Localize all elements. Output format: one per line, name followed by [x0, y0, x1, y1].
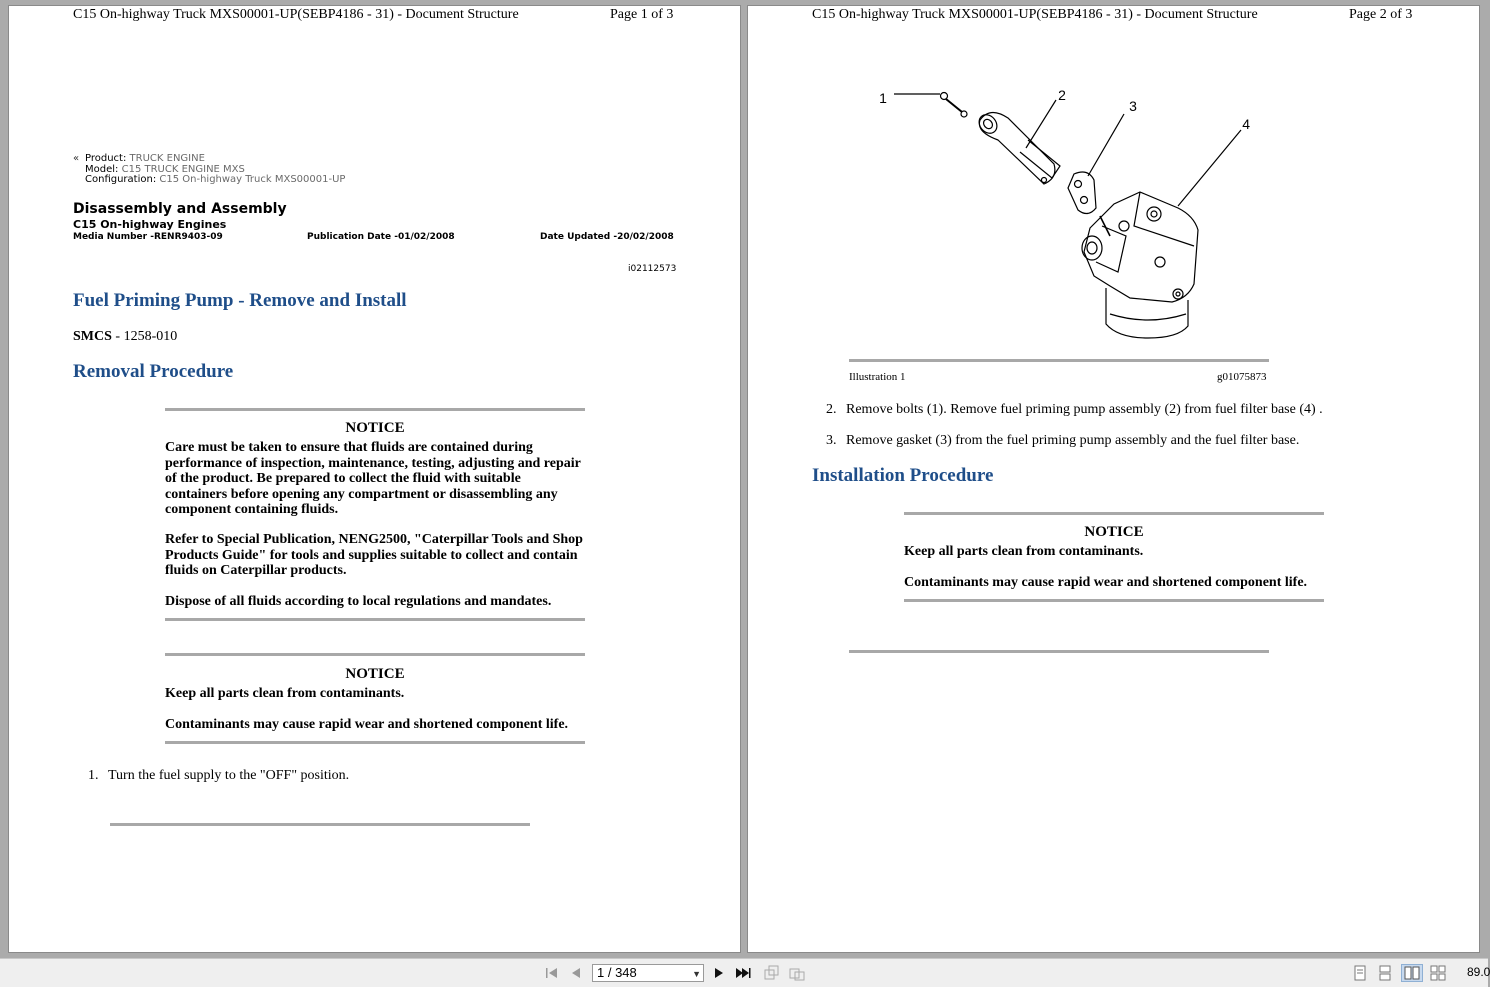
product-label: Product: — [85, 153, 127, 164]
two-page-view-icon[interactable] — [1401, 964, 1423, 982]
callout-4-leader — [1178, 130, 1241, 206]
viewer-toolbar — [0, 958, 1488, 987]
zoom-level[interactable]: 89.0 — [1467, 965, 1490, 979]
notice-bottom-rule — [904, 599, 1324, 602]
doc-id: i02112573 — [628, 264, 677, 274]
two-page-continuous-icon[interactable] — [1429, 964, 1447, 982]
notice1-bottom-rule — [165, 618, 585, 621]
callout-1: 1 — [879, 90, 887, 106]
notice2-paragraph-1: Keep all parts clean from contaminants. — [165, 686, 405, 701]
publication-date: Publication Date -01/02/2008 — [307, 232, 455, 242]
illustration-rule — [849, 359, 1269, 362]
step-2-text: Remove bolts (1). Remove fuel priming pump assembly (2) from fuel filter base (4) . — [846, 402, 1323, 417]
prev-page-icon[interactable] — [567, 964, 585, 982]
callout-4: 4 — [1242, 116, 1250, 132]
media-number: Media Number -RENR9403-09 — [73, 232, 223, 242]
fit-icon[interactable] — [788, 964, 806, 982]
step-1-text: Turn the fuel supply to the "OFF" position. — [108, 768, 350, 783]
step-2-number: 2. — [826, 402, 837, 417]
end-rule — [110, 823, 530, 826]
installation-heading: Installation Procedure — [812, 465, 994, 486]
config-value: C15 On-highway Truck MXS00001-UP — [159, 174, 346, 185]
doc-subtitle: C15 On-highway Engines — [73, 218, 227, 231]
product-info — [73, 154, 345, 186]
notice-paragraph-2: Contaminants may cause rapid wear and shortened component life. — [904, 575, 1308, 590]
notice-top-rule — [904, 512, 1324, 515]
end-rule — [849, 650, 1269, 653]
notice2-bottom-rule — [165, 741, 585, 744]
document-page-2 — [747, 5, 1480, 953]
removal-heading: Removal Procedure — [73, 361, 234, 382]
main-heading: Fuel Priming Pump - Remove and Install — [73, 290, 407, 311]
page-header-number: Page 1 of 3 — [610, 7, 674, 22]
page-number-value: 1 / 348 — [597, 965, 637, 980]
notice1-top-rule — [165, 408, 585, 411]
page-header-number: Page 2 of 3 — [1349, 7, 1413, 22]
smcs-line — [73, 329, 177, 345]
rotate-icon[interactable] — [762, 964, 780, 982]
callout-2: 2 — [1058, 87, 1066, 103]
notice1-paragraph-2: Refer to Special Publication, NENG2500, "Caterpillar Tools and Shop Products Guide" for tools and supplies suitable to collect and contain fluids on Caterpillar products. — [165, 532, 583, 578]
page-header-title: C15 On-highway Truck MXS00001-UP(SEBP4186 - 31) - Document Structure — [812, 7, 1258, 22]
doc-title: Disassembly and Assembly — [73, 201, 287, 217]
next-page-icon[interactable] — [710, 964, 728, 982]
illustration-id: g01075873 — [1217, 371, 1267, 383]
callout-3-leader — [1088, 114, 1124, 176]
product-value: TRUCK ENGINE — [129, 153, 205, 164]
continuous-view-icon[interactable] — [1377, 964, 1393, 982]
date-updated: Date Updated -20/02/2008 — [540, 232, 674, 242]
chevron-down-icon[interactable]: ▼ — [692, 969, 701, 979]
callout-3: 3 — [1129, 98, 1137, 114]
step-3-text: Remove gasket (3) from the fuel priming pump assembly and the fuel filter base. — [846, 433, 1300, 448]
page-number-select[interactable] — [592, 964, 704, 982]
notice1-paragraph-1: Care must be taken to ensure that fluids are contained during performance of inspection, maintenance, testing, adjusting and repair of the product. Be prepared to collect the fluid with suitable containers before opening any compartment or disassembling any component containing fluids. — [165, 440, 581, 517]
step-3-number: 3. — [826, 433, 837, 448]
illustration-label: Illustration 1 — [849, 371, 906, 383]
notice-title: NOTICE — [1084, 524, 1144, 540]
first-page-icon[interactable] — [543, 964, 561, 982]
notice1-paragraph-3: Dispose of all fluids according to local regulations and mandates. — [165, 594, 552, 609]
page-header-title: C15 On-highway Truck MXS00001-UP(SEBP4186 - 31) - Document Structure — [73, 7, 519, 22]
config-label: Configuration: — [85, 174, 157, 185]
back-arrow-icon[interactable]: « — [73, 153, 80, 164]
notice1-title: NOTICE — [345, 420, 405, 436]
single-page-view-icon[interactable] — [1352, 964, 1368, 982]
model-label: Model: — [85, 163, 119, 175]
last-page-icon[interactable] — [734, 964, 752, 982]
document-page-1 — [8, 5, 741, 953]
step-1-number: 1. — [88, 768, 99, 783]
model-value: C15 TRUCK ENGINE MXS — [121, 163, 245, 175]
smcs-value: - 1258-010 — [111, 329, 178, 344]
notice2-paragraph-2: Contaminants may cause rapid wear and shortened component life. — [165, 717, 569, 732]
smcs-label: SMCS — [73, 329, 112, 344]
notice2-top-rule — [165, 653, 585, 656]
notice2-title: NOTICE — [345, 666, 405, 682]
fuel-priming-pump-illustration — [848, 76, 1248, 346]
notice-paragraph-1: Keep all parts clean from contaminants. — [904, 544, 1144, 559]
